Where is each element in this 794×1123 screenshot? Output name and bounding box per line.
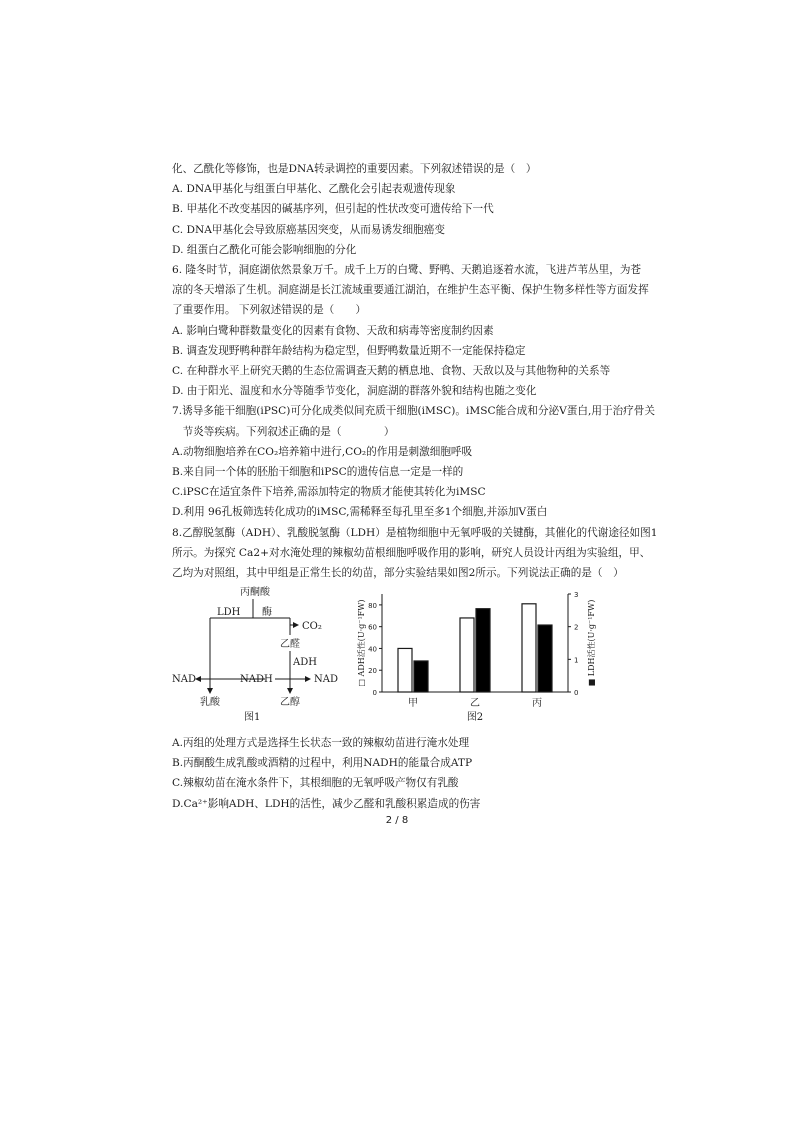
nad-left-label: NAD <box>172 674 196 685</box>
enzyme-label: 酶 <box>262 607 272 618</box>
left-tick-label: 20 <box>368 667 377 676</box>
text-line: B. 甲基化不改变基因的碱基序列，但引起的性状改变可遗传给下一代 <box>172 203 494 216</box>
text-line: 凉的冬天增添了生机。洞庭湖是长江流域重要通江湖泊，在维护生态平衡、保护生物多样性等方面发挥 <box>172 284 649 297</box>
adh-bar <box>398 648 412 692</box>
adh-bar <box>460 618 474 692</box>
text-line: 乙均为对照组，其中甲组是正常生长的幼苗，部分实验结果如图2所示。下列说法正确的是（ ） <box>172 567 624 579</box>
co2-label: CO₂ <box>302 621 322 632</box>
acetaldehyde-label: 乙醛 <box>280 639 300 650</box>
left-tick-label: 80 <box>368 601 377 610</box>
ldh-bar <box>538 625 552 692</box>
figure-2-caption: 图2 <box>466 712 484 723</box>
ldh-bar <box>476 609 490 692</box>
text-line: A. DNA甲基化与组蛋白甲基化、乙酰化会引起表观遗传现象 <box>172 183 456 196</box>
left-axis-label: □ ADH活性(U·g⁻¹FW) <box>357 599 366 687</box>
text-line: B.来自同一个体的胚胎干细胞和iPSC的遗传信息一定是一样的 <box>172 466 464 478</box>
left-tick-label: 60 <box>368 623 377 632</box>
text-line: C. DNA甲基化会导致原癌基因突变，从而易诱发细胞癌变 <box>172 223 445 236</box>
answer-option: D.Ca²⁺影响ADH、LDH的活性，减少乙醛和乳酸积累造成的伤害 <box>172 797 481 810</box>
right-tick-label: 1 <box>574 656 579 665</box>
text-line: 8.乙醇脱氢酶（ADH）、乳酸脱氢酶（LDH）是植物细胞中无氧呼吸的关键酶，其催化的代谢途径如图1 <box>172 526 658 539</box>
right-tick-label: 3 <box>574 591 579 599</box>
text-line: 7.诱导多能干细胞(iPSC)可分化成类似间充质干细胞(iMSC)。iMSC能合成和分泌V蛋白,用于治疗骨关 <box>172 405 655 418</box>
text-line: A.动物细胞培养在CO₂培养箱中进行,CO₂的作用是刺激细胞呼吸 <box>172 445 473 458</box>
left-tick-label: 0 <box>372 689 377 697</box>
ethanol-label: 乙醇 <box>280 697 300 708</box>
category-label: 丙 <box>532 698 542 709</box>
text-line: A. 影响白鹭种群数量变化的因素有食物、天敌和病毒等密度制约因素 <box>172 324 494 337</box>
text-line: 节炎等疾病。下列叙述正确的是（ ） <box>172 425 395 438</box>
ldh-bar <box>414 661 428 692</box>
text-line: 了重要作用。 下列叙述错误的是（ ） <box>172 304 367 317</box>
text-line: C.iPSC在适宜条件下培养,需添加特定的物质才能使其转化为iMSC <box>172 486 486 499</box>
text-line: D. 组蛋白乙酰化可能会影响细胞的分化 <box>172 243 357 256</box>
text-line: 所示。为探究 Ca2+对水淹处理的辣椒幼苗根细胞呼吸作用的影响，研究人员设计丙组为实验组，甲、 <box>172 546 651 559</box>
ldh-label: LDH <box>217 607 241 618</box>
text-line: 化、乙酰化等修饰，也是DNA转录调控的重要因素。下列叙述错误的是（ ） <box>172 163 537 175</box>
adh-label: ADH <box>293 657 317 668</box>
lactate-label: 乳酸 <box>200 697 220 708</box>
category-label: 乙 <box>470 698 480 709</box>
right-tick-label: 2 <box>574 623 579 632</box>
answer-option: B.丙酮酸生成乳酸或酒精的过程中，利用NADH的能量合成ATP <box>172 757 473 770</box>
nadh-label: NADH <box>240 674 273 685</box>
figure-1-caption: 图1 <box>244 712 261 723</box>
category-label: 甲 <box>408 698 418 709</box>
page-number: 2 / 8 <box>385 815 409 826</box>
text-line: D.利用 96孔板筛选转化成功的iMSC,需稀释至每孔里至多1个细胞,并添加V蛋白 <box>172 506 548 519</box>
adh-bar <box>522 604 536 692</box>
pyruvate-label: 丙酮酸 <box>240 587 270 598</box>
text-line: D. 由于阳光、温度和水分等随季节变化，洞庭湖的群落外貌和结构也随之变化 <box>172 385 537 398</box>
text-line: 6. 隆冬时节，洞庭湖依然景象万千。成千上万的白鹭、野鸭、天鹅追逐着水流，飞进芦苇丛里，为苍 <box>172 264 642 276</box>
left-tick-label: 40 <box>368 645 377 654</box>
text-line: B. 调查发现野鸭种群年龄结构为稳定型，但野鸭数量近期不一定能保持稳定 <box>172 344 526 357</box>
right-axis-label: ■ LDH活性(U·g⁻¹FW) <box>587 599 596 687</box>
nad-right-label: NAD <box>314 674 338 685</box>
answer-option: C.辣椒幼苗在淹水条件下，其根细胞的无氧呼吸产物仅有乳酸 <box>172 777 459 790</box>
text-line: C. 在种群水平上研究天鹅的生态位需调查天鹅的栖息地、食物、天敌以及与其他物种的关系等 <box>172 365 611 377</box>
right-tick-label: 0 <box>574 689 579 697</box>
answer-option: A.丙组的处理方式是选择生长状态一致的辣椒幼苗进行淹水处理 <box>172 737 470 749</box>
figure-1-pathway <box>160 585 360 725</box>
figure-2-bar-chart <box>358 586 608 726</box>
